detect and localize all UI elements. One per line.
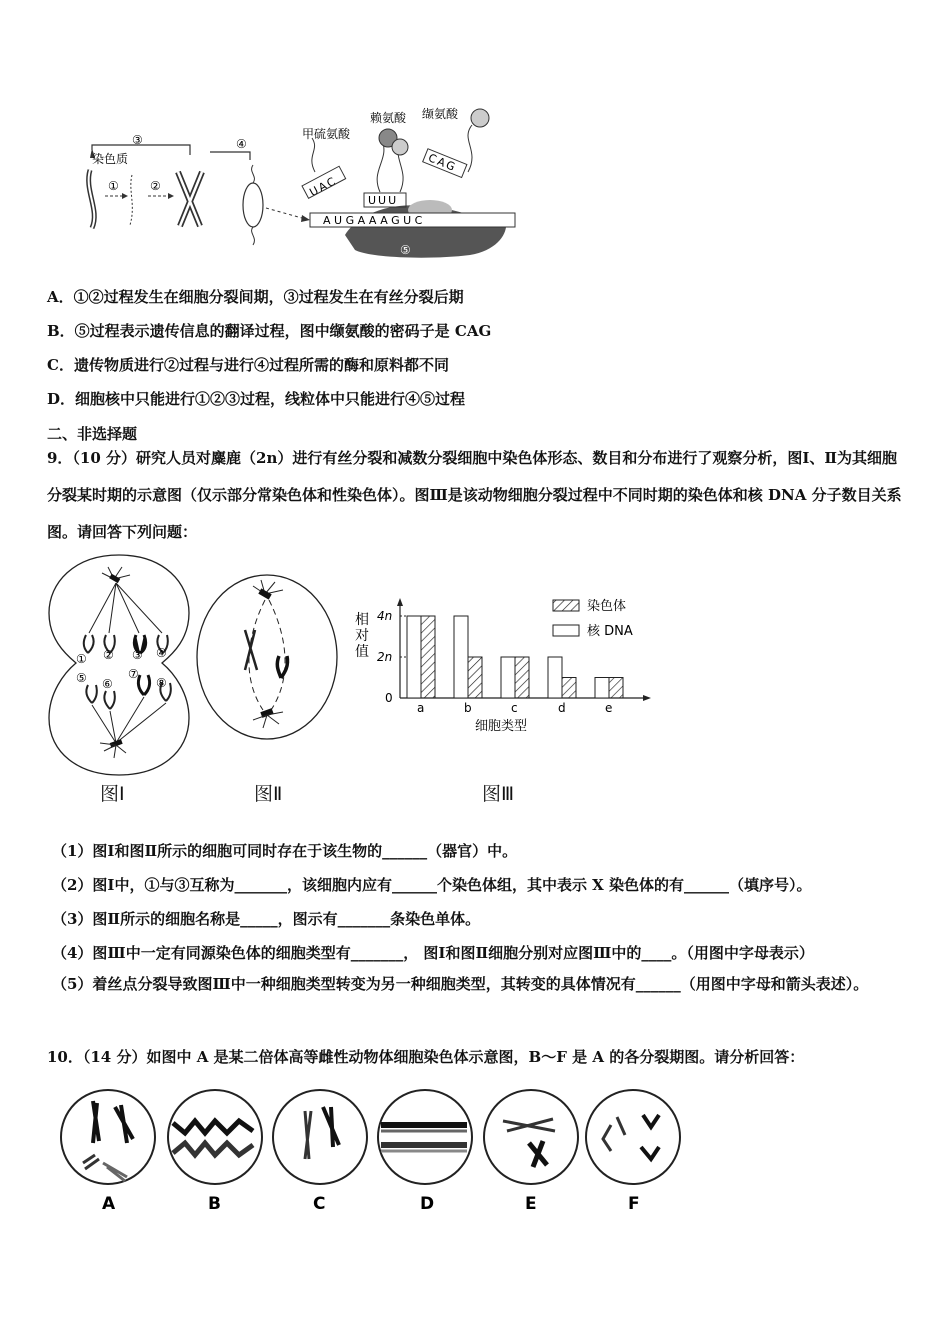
- chart-ylabel-3: 值: [355, 644, 369, 660]
- label-circle1: ①: [108, 179, 119, 193]
- xtick-e: e: [605, 701, 613, 715]
- anticodon-cag: CAG: [426, 151, 459, 175]
- cell-label-b: B: [208, 1194, 221, 1214]
- figure-3-label: 图Ⅲ: [482, 783, 515, 805]
- label-chromatin: 染色质: [92, 152, 129, 166]
- chart-ylabel-1: 相: [355, 612, 369, 628]
- chart-ytick-2n: 2n: [377, 650, 393, 664]
- cell-label-e: E: [525, 1194, 537, 1214]
- bar-d-chromosome: [562, 678, 576, 699]
- q9-sub5: （5）着丝点分裂导致图Ⅲ中一种细胞类型转变为另一种细胞类型，其转变的具体情况有______（用图中字母和箭头表述）。: [52, 975, 869, 993]
- xtick-d: d: [558, 701, 566, 715]
- gene-expression-figure: [70, 100, 530, 265]
- fig1-num-4: ④: [156, 646, 167, 660]
- fig1-num-1: ①: [76, 652, 87, 666]
- fig1-num-2: ②: [103, 648, 114, 662]
- figure-1-cell: [44, 553, 194, 778]
- bar-b-dna: [454, 616, 468, 698]
- fig1-num-5: ⑤: [76, 671, 87, 685]
- legend-chromosome: 染色体: [587, 599, 627, 614]
- figure-2-cell: [195, 570, 340, 745]
- label-lys: 赖氨酸: [370, 111, 407, 125]
- cell-a: [61, 1090, 155, 1184]
- q9-sub3: （3）图Ⅱ所示的细胞名称是_____，图示有_______条染色单体。: [52, 910, 481, 928]
- anticodon-uuu: UUU: [368, 194, 399, 207]
- bar-e-chromosome: [609, 678, 623, 699]
- cell-label-f: F: [628, 1194, 640, 1214]
- option-c: C．遗传物质进行②过程与进行④过程所需的酶和原料都不同: [47, 356, 449, 374]
- xtick-c: c: [511, 701, 518, 715]
- codon-sequence: AUGAAAGUC: [323, 214, 426, 227]
- legend-hatched-swatch: [553, 600, 579, 611]
- label-circle2: ②: [150, 179, 161, 193]
- figure-2-label: 图Ⅱ: [254, 783, 283, 805]
- fig1-num-3: ③: [132, 648, 143, 662]
- bar-c-chromosome: [515, 657, 529, 698]
- figure-3-chart: [345, 590, 665, 740]
- chart-ytick-4n: 4n: [377, 609, 393, 623]
- q9-sub1: （1）图Ⅰ和图Ⅱ所示的细胞可同时存在于该生物的______（器官）中。: [52, 842, 518, 860]
- cell-b: [168, 1090, 262, 1184]
- cell-f: [586, 1090, 680, 1184]
- q10-intro: 10．（14 分）如图中 A 是某二倍体高等雌性动物体细胞染色体示意图，B～F 是 A 的各分裂期图。请分析回答：: [47, 1048, 805, 1066]
- cell-e: [484, 1090, 578, 1184]
- label-met: 甲硫氨酸: [302, 127, 351, 141]
- bar-d-dna: [548, 657, 562, 698]
- legend-dna: 核 DNA: [587, 624, 633, 639]
- cell-label-d: D: [420, 1194, 435, 1214]
- xtick-a: a: [417, 701, 425, 715]
- bar-b-chromosome: [468, 657, 482, 698]
- bar-a-chromosome: [421, 616, 435, 698]
- chart-ylabel-2: 对: [355, 628, 369, 644]
- chart-xlabel: 细胞类型: [475, 719, 528, 734]
- q9-sub4: （4）图Ⅲ中一定有同源染色体的细胞类型有_______， 图Ⅰ和图Ⅱ细胞分别对应图Ⅲ中的____。（用图中字母表示）: [52, 944, 814, 962]
- fig1-num-6: ⑥: [102, 677, 113, 691]
- legend-open-swatch: [553, 625, 579, 636]
- cell-label-a: A: [102, 1194, 116, 1214]
- cell-d: [378, 1090, 472, 1184]
- option-d: D．细胞核中只能进行①②③过程，线粒体中只能进行④⑤过程: [47, 390, 466, 408]
- anticodon-uac: UAC: [307, 173, 340, 200]
- cell-c: [273, 1090, 367, 1184]
- label-val: 缬氨酸: [422, 107, 459, 121]
- q9-intro: 9．（10 分）研究人员对麋鹿（2n）进行有丝分裂和减数分裂细胞中染色体形态、数目和分布进行了观察分析，图Ⅰ、Ⅱ为其细胞分裂某时期的示意图（仅示部分常染色体和性染色体）。图Ⅲ是该动物细胞分裂过程中不同时期的染色体和核 DNA 分子数目关系图。请回答下列问题：: [47, 449, 902, 541]
- bar-a-dna: [407, 616, 421, 698]
- section-title: 二、非选择题: [47, 425, 138, 443]
- fig1-num-7: ⑦: [128, 667, 139, 681]
- chart-ytick-0: 0: [385, 691, 393, 705]
- figure-1-label: 图Ⅰ: [100, 783, 125, 805]
- label-circle5: ⑤: [400, 243, 411, 257]
- q10-cells-figure: [55, 1085, 695, 1220]
- fig1-num-8: ⑧: [156, 676, 167, 690]
- xtick-b: b: [464, 701, 472, 715]
- option-a: A．①②过程发生在细胞分裂间期，③过程发生在有丝分裂后期: [47, 288, 464, 306]
- bar-c-dna: [501, 657, 515, 698]
- bar-e-dna: [595, 678, 609, 699]
- cell-label-c: C: [313, 1194, 326, 1214]
- option-b: B．⑤过程表示遗传信息的翻译过程，图中缬氨酸的密码子是 CAG: [47, 322, 492, 340]
- label-circle3: ③: [132, 133, 143, 147]
- q9-sub2: （2）图Ⅰ中，①与③互称为_______，该细胞内应有______个染色体组，其中表示 X 染色体的有______（填序号）。: [52, 876, 812, 894]
- label-circle4: ④: [236, 137, 247, 151]
